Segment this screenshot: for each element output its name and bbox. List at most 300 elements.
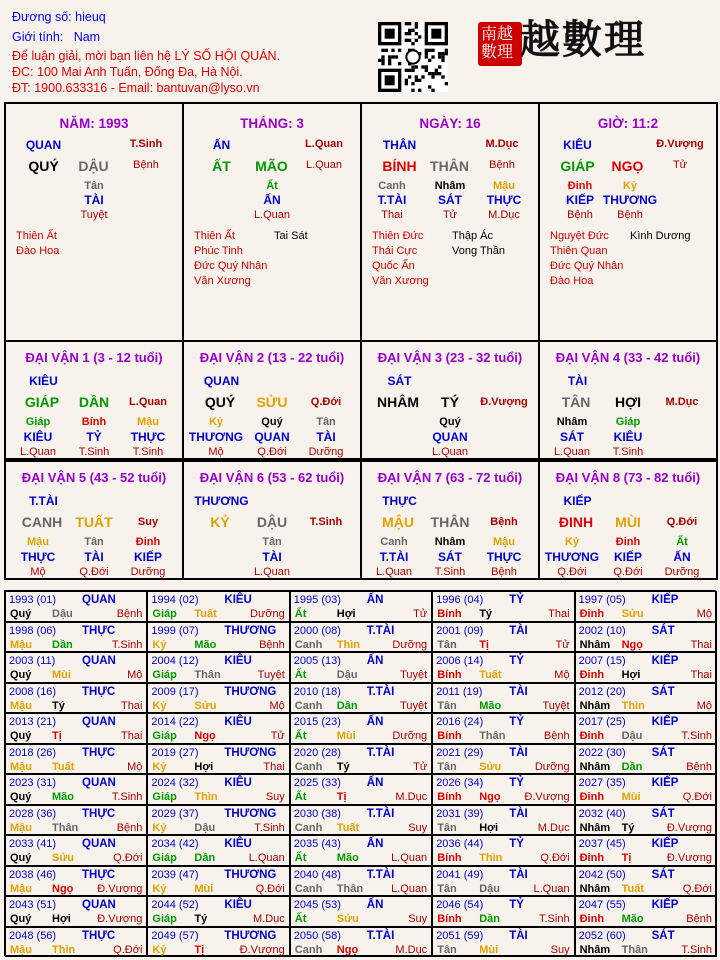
pillar-1: [182, 102, 362, 342]
year-cell[interactable]: [290, 866, 432, 897]
year-label: 2052 (60): [578, 929, 626, 942]
year-god: SÁT: [651, 624, 675, 637]
year-cycle: T.Sinh: [254, 821, 285, 834]
year-god: T.TÀI: [366, 685, 395, 698]
decade-title: ĐẠI VẬN 2 (13 - 22 tuổi): [199, 350, 345, 365]
hidden-stem: Tân: [262, 536, 282, 548]
hidden-god: KIÊU: [23, 430, 53, 444]
year-stem: Canh: [294, 638, 323, 651]
year-cell[interactable]: [432, 774, 574, 805]
year-cell[interactable]: [432, 927, 574, 958]
year-cell[interactable]: [5, 774, 147, 805]
decade-1: [4, 340, 184, 460]
year-stem: Ất: [294, 730, 307, 742]
year-god: KIẾP: [651, 594, 679, 606]
year-stem: Giáp: [152, 791, 177, 803]
year-label: 2039 (47): [151, 868, 199, 881]
year-label: 2028 (36): [9, 807, 57, 820]
hidden-stem: Ất: [266, 180, 278, 192]
year-cell[interactable]: [290, 591, 432, 622]
year-cell[interactable]: [432, 683, 574, 714]
year-cell[interactable]: [432, 866, 574, 897]
year-cell[interactable]: [290, 683, 432, 714]
year-cell[interactable]: [5, 652, 147, 683]
year-stem: Mậu: [10, 638, 32, 651]
year-label: 2051 (59): [436, 929, 484, 942]
year-label: 2012 (20): [578, 685, 626, 698]
brand-logo: 越數理: [520, 16, 646, 63]
year-cell[interactable]: [5, 713, 147, 744]
year-cycle: Bệnh: [686, 760, 712, 773]
year-cell[interactable]: [5, 622, 147, 653]
hidden-cycle: Q.Đới: [79, 566, 109, 578]
pillar-branch: DẬU: [78, 158, 109, 174]
year-label: 2025 (33): [293, 777, 341, 789]
hidden-god: THỰC: [486, 193, 522, 207]
year-god: KIẾP: [651, 777, 679, 789]
year-stem: Canh: [294, 821, 323, 834]
year-cell[interactable]: [147, 927, 289, 958]
year-cycle: L.Quan: [391, 852, 428, 864]
hidden-stem: Canh: [380, 536, 408, 548]
hidden-stem: Kỷ: [564, 536, 580, 548]
year-cycle: Đ.Vượng: [524, 791, 570, 803]
pillar-title: GIỜ: 11:2: [597, 116, 659, 131]
hidden-god: TỶ: [86, 430, 102, 444]
year-cycle: Mộ: [127, 669, 143, 681]
decade-god: TÀI: [567, 374, 588, 388]
year-label: 2021 (29): [436, 746, 484, 759]
year-stem: Ất: [294, 791, 307, 803]
year-cell[interactable]: [147, 835, 289, 866]
year-label: 2050 (58): [293, 929, 341, 942]
year-branch: Thân: [336, 882, 364, 895]
year-stem: Bính: [437, 791, 462, 803]
year-cycle: Tử: [270, 730, 285, 742]
year-cell[interactable]: [5, 683, 147, 714]
year-cell[interactable]: [5, 805, 147, 836]
year-cell[interactable]: [147, 683, 289, 714]
year-cell[interactable]: [290, 652, 432, 683]
year-branch: Hợi: [621, 669, 641, 681]
hidden-stem: Tân: [84, 536, 104, 548]
star-item: Đức Quý Nhân: [550, 260, 624, 272]
year-cycle: Q.Đới: [540, 852, 570, 864]
year-branch: Hợi: [194, 760, 214, 773]
year-stem: Đinh: [579, 608, 605, 620]
year-stem: Mậu: [10, 699, 32, 712]
hidden-cycle: Dưỡng: [308, 446, 344, 458]
year-cell[interactable]: [432, 652, 574, 683]
star-item: Văn Xương: [194, 275, 251, 287]
hidden-stem: Mậu: [27, 536, 49, 548]
year-cell[interactable]: [432, 744, 574, 775]
decade-stem: TÂN: [561, 394, 591, 410]
year-cell[interactable]: [147, 652, 289, 683]
hidden-god: KIẾP: [565, 193, 594, 207]
year-stem: Ất: [294, 608, 307, 620]
hidden-god: TÀI: [262, 550, 282, 564]
year-cell[interactable]: [290, 805, 432, 836]
year-stem: Đinh: [579, 852, 605, 864]
decade-title: ĐẠI VẬN 7 (63 - 72 tuổi): [377, 470, 523, 485]
star-item: Thiên Ất: [194, 230, 235, 242]
year-stem: Ất: [294, 669, 307, 681]
hidden-stem: Đinh: [615, 536, 641, 548]
year-label: 2013 (21): [9, 716, 57, 728]
year-branch: Mùi: [52, 669, 71, 681]
year-branch: Tị: [479, 638, 489, 651]
year-branch: Tý: [52, 699, 65, 712]
year-stem: Nhâm: [579, 882, 611, 895]
decade-3: [360, 340, 540, 460]
year-god: KIẾP: [651, 655, 679, 667]
year-branch: Sửu: [621, 608, 644, 620]
hidden-stem: Quý: [439, 416, 461, 428]
year-cell[interactable]: [147, 713, 289, 744]
year-god: TỶ: [509, 716, 524, 728]
contact-invite: Để luận giải, mời bạn liên hệ LÝ SỐ HỘI QUÁN.: [12, 49, 281, 63]
year-god: ẤN: [366, 838, 384, 850]
year-god: QUAN: [82, 838, 116, 850]
year-label: 2019 (27): [151, 746, 199, 759]
year-god: THƯƠNG: [224, 685, 277, 698]
year-branch: Tị: [194, 943, 205, 956]
year-cell[interactable]: [147, 805, 289, 836]
year-cell[interactable]: [432, 713, 574, 744]
year-god: TỶ: [509, 899, 524, 911]
year-stem: Tân: [437, 699, 457, 712]
year-stem: Quý: [10, 608, 32, 620]
year-label: 2042 (50): [578, 868, 626, 881]
hidden-cycle: Bệnh: [617, 209, 643, 221]
decade-stem: NHÂM: [377, 394, 419, 410]
year-cycle: Dưỡng: [250, 608, 285, 620]
year-cell[interactable]: [290, 774, 432, 805]
year-cycle: L.Quan: [391, 882, 428, 895]
year-cell[interactable]: [432, 896, 574, 927]
year-stem: Quý: [10, 791, 32, 803]
star-item: Văn Xương: [372, 275, 429, 287]
year-cell[interactable]: [290, 835, 432, 866]
year-stem: Mậu: [10, 882, 32, 895]
year-label: 2038 (46): [9, 868, 57, 881]
year-god: THỰC: [82, 807, 116, 820]
decade-god: QUAN: [203, 374, 240, 388]
year-god: TÀI: [509, 746, 528, 759]
year-cell[interactable]: [575, 927, 717, 958]
pillar-cycle: L.Quan: [305, 159, 343, 171]
decade-stem: KỶ: [210, 514, 230, 530]
year-label: 1997 (05): [578, 594, 626, 606]
decade-branch: MÙI: [615, 514, 641, 530]
year-branch: Thân: [621, 943, 648, 956]
year-god: TỶ: [509, 777, 524, 789]
year-cell[interactable]: [147, 774, 289, 805]
year-branch: Dậu: [52, 608, 73, 620]
year-cycle: Tử: [555, 638, 570, 651]
year-branch: Dần: [621, 760, 643, 773]
year-god: THỰC: [82, 624, 116, 637]
year-cell[interactable]: [147, 744, 289, 775]
star-item: Tai Sát: [274, 230, 308, 242]
year-cycle: Đ.Vượng: [97, 882, 143, 895]
pillar-god-right: L.Quan: [305, 138, 343, 150]
year-stem: Mậu: [10, 760, 32, 773]
year-label: 2030 (38): [293, 807, 341, 820]
year-branch: Thìn: [194, 791, 218, 803]
year-cell[interactable]: [147, 622, 289, 653]
hidden-stem: Bính: [81, 416, 107, 428]
hidden-cycle: L.Quan: [375, 566, 413, 578]
year-god: ẤN: [366, 777, 384, 789]
year-stem: Mậu: [10, 821, 32, 834]
decade-god: SÁT: [387, 374, 412, 388]
year-cell[interactable]: [290, 622, 432, 653]
year-cell[interactable]: [432, 805, 574, 836]
hidden-stem: Kỷ: [208, 416, 224, 428]
year-god: TÀI: [509, 868, 528, 881]
year-cell[interactable]: [147, 896, 289, 927]
year-branch: Mùi: [336, 730, 356, 742]
year-stem: Kỷ: [152, 638, 167, 651]
year-stem: Bính: [437, 913, 462, 925]
year-cycle: Q.Đới: [113, 852, 143, 864]
year-branch: Mão: [52, 791, 74, 803]
year-cycle: Thai: [548, 608, 570, 620]
decade-branch: TÝ: [441, 394, 459, 410]
year-cycle: L.Quan: [248, 852, 285, 864]
year-stem: Bính: [437, 852, 462, 864]
year-cell[interactable]: [575, 622, 717, 653]
year-label: 1999 (07): [151, 624, 199, 637]
year-stem: Tân: [437, 638, 457, 651]
year-label: 2029 (37): [151, 807, 199, 820]
phone-email-line[interactable]: ĐT: 1900.633316 - Email: bantuvan@lyso.vn: [12, 81, 260, 95]
year-cell[interactable]: [147, 866, 289, 897]
year-stem: Mậu: [10, 943, 32, 956]
hidden-cycle: Dưỡng: [130, 566, 166, 578]
year-cell[interactable]: [575, 591, 717, 622]
year-stem: Bính: [437, 669, 462, 681]
year-cycle: T.Sinh: [111, 638, 143, 651]
year-label: 2041 (49): [436, 868, 484, 881]
year-god: T.TÀI: [366, 807, 395, 820]
pillar-branch: THÂN: [430, 158, 469, 174]
year-cell[interactable]: [290, 927, 432, 958]
hidden-god: THƯƠNG: [188, 430, 244, 444]
year-branch: Tị: [52, 730, 62, 742]
year-cell[interactable]: [5, 591, 147, 622]
year-branch: Dần: [52, 638, 73, 651]
pillar-god-left: KIÊU: [563, 138, 592, 152]
year-god: TÀI: [509, 929, 528, 942]
year-cell[interactable]: [575, 896, 717, 927]
year-label: 2046 (54): [436, 899, 484, 911]
year-branch: Dậu: [336, 669, 358, 681]
decade-cycle: Suy: [137, 516, 159, 528]
year-branch: Thân: [52, 821, 79, 834]
pillar-god-left: QUAN: [25, 138, 62, 152]
year-cycle: T.Sinh: [111, 791, 143, 803]
year-stem: Nhâm: [579, 699, 611, 712]
year-cell[interactable]: [5, 835, 147, 866]
year-cell[interactable]: [575, 683, 717, 714]
year-label: 2023 (31): [9, 777, 57, 789]
year-cycle: T.Sinh: [681, 943, 712, 956]
decade-8: [538, 460, 718, 580]
year-branch: Tý: [479, 608, 493, 620]
year-cycle: M.Dục: [395, 791, 428, 803]
address-line: ĐC: 100 Mai Anh Tuấn, Đống Đa, Hà Nội.: [12, 65, 243, 79]
year-god: TÀI: [509, 624, 528, 637]
year-god: SÁT: [651, 929, 675, 942]
year-cycle: Tuyệt: [542, 699, 570, 712]
year-cycle: Tuyệt: [400, 669, 428, 681]
decade-stem: QUÝ: [204, 394, 236, 410]
hidden-stem: Đinh: [567, 180, 593, 192]
year-branch: Tuất: [52, 760, 75, 773]
year-cycle: L.Quan: [533, 882, 570, 895]
year-cell[interactable]: [432, 591, 574, 622]
year-cell[interactable]: [575, 805, 717, 836]
year-stem: Tân: [437, 821, 457, 834]
year-label: 2001 (09): [436, 624, 484, 637]
hidden-cycle: Q.Đới: [257, 446, 287, 458]
year-branch: Hợi: [336, 608, 356, 620]
pillar-cycle: Bệnh: [133, 159, 159, 171]
year-god: THỰC: [82, 868, 116, 881]
year-cell[interactable]: [432, 835, 574, 866]
year-label: 2040 (48): [293, 868, 341, 881]
pillar-branch: MÃO: [255, 158, 288, 174]
gender-line: [12, 30, 100, 44]
pillar-god-left: THÂN: [382, 138, 417, 152]
hidden-stem: Ất: [676, 536, 688, 548]
year-cell[interactable]: [5, 866, 147, 897]
decade-7: [360, 460, 540, 580]
year-label: 2022 (30): [578, 746, 626, 759]
decade-4: [538, 340, 718, 460]
year-label: 2031 (39): [436, 807, 484, 820]
year-god: TỶ: [509, 838, 524, 850]
decade-2: [182, 340, 362, 460]
year-stem: Đinh: [579, 730, 605, 742]
year-branch: Sửu: [194, 699, 217, 712]
year-cycle: Suy: [265, 791, 285, 803]
hidden-god: THƯƠNG: [544, 550, 600, 564]
year-cell[interactable]: [575, 774, 717, 805]
hidden-cycle: Bệnh: [491, 566, 517, 578]
gender-value: Nam: [73, 30, 101, 44]
year-stem: Quý: [10, 852, 32, 864]
year-cycle: Mộ: [269, 699, 285, 712]
pillar-2: [360, 102, 540, 342]
star-item: Nguyệt Đức: [550, 230, 609, 242]
year-cell[interactable]: [147, 591, 289, 622]
year-label: 2017 (25): [578, 716, 626, 728]
decade-stem: ĐINH: [558, 514, 594, 530]
year-cell[interactable]: [5, 744, 147, 775]
year-label: 2002 (10): [578, 624, 626, 637]
star-item: Vong Thần: [452, 245, 506, 257]
year-label: 2034 (42): [151, 838, 199, 850]
year-cell[interactable]: [575, 652, 717, 683]
star-item: Phúc Tinh: [194, 245, 243, 257]
year-cell[interactable]: [290, 896, 432, 927]
year-label: 2048 (56): [9, 929, 57, 942]
hidden-cycle: Dưỡng: [664, 566, 700, 578]
year-stem: Canh: [294, 760, 323, 773]
decade-cycle: M.Dục: [665, 396, 699, 408]
pillar-title: NGÀY: 16: [419, 116, 481, 131]
hidden-stem: Đinh: [135, 536, 161, 548]
year-stem: Nhâm: [579, 821, 611, 834]
year-cell[interactable]: [575, 713, 717, 744]
year-stem: Canh: [294, 882, 323, 895]
hidden-stem: Nhâm: [556, 416, 588, 428]
decade-cycle: Đ.Vượng: [480, 396, 528, 408]
year-god: TÀI: [509, 807, 528, 820]
year-cell[interactable]: [575, 744, 717, 775]
decade-stem: GIÁP: [24, 394, 60, 410]
hidden-god: TÀI: [316, 430, 336, 444]
year-branch: Thìn: [479, 852, 503, 864]
year-stem: Kỷ: [152, 882, 167, 895]
year-cycle: Tử: [413, 608, 428, 620]
hidden-stem: Mậu: [493, 180, 515, 192]
year-cell[interactable]: [290, 744, 432, 775]
year-cell[interactable]: [290, 713, 432, 744]
year-branch: Dần: [479, 913, 500, 925]
year-cell[interactable]: [575, 866, 717, 897]
year-cycle: M.Dục: [253, 913, 285, 925]
year-label: 2008 (16): [9, 685, 57, 698]
year-cell[interactable]: [5, 927, 147, 958]
year-god: KIẾP: [651, 899, 679, 911]
year-cycle: Thai: [690, 638, 712, 651]
year-label: 2024 (32): [151, 777, 199, 789]
pillar-stem: BÍNH: [382, 158, 417, 174]
year-cell[interactable]: [432, 622, 574, 653]
year-stem: Ất: [294, 913, 307, 925]
year-cell[interactable]: [5, 896, 147, 927]
year-label: 2043 (51): [9, 899, 57, 911]
year-stem: Giáp: [152, 852, 177, 864]
hidden-cycle: Mộ: [30, 566, 46, 578]
hidden-god: KIẾP: [133, 550, 162, 564]
year-label: 2006 (14): [436, 655, 484, 667]
star-item: Đào Hoa: [16, 245, 60, 257]
year-label: 2044 (52): [151, 899, 199, 911]
year-cell[interactable]: [575, 835, 717, 866]
year-stem: Quý: [10, 669, 32, 681]
year-branch: Mão: [194, 638, 217, 651]
hidden-god: SÁT: [438, 193, 462, 207]
star-item: Thiên Ất: [16, 230, 57, 242]
year-branch: Tuất: [336, 821, 360, 834]
year-god: QUAN: [82, 899, 116, 911]
year-cycle: Thai: [690, 669, 712, 681]
decade-5: [4, 460, 184, 580]
year-god: TỶ: [509, 655, 524, 667]
year-branch: Thìn: [52, 943, 76, 956]
year-cycle: Thai: [263, 760, 285, 773]
star-item: Kình Dương: [630, 230, 691, 242]
year-branch: Tị: [621, 852, 632, 864]
year-cycle: Bệnh: [116, 821, 143, 834]
owner-label: Đương số:: [12, 10, 72, 24]
